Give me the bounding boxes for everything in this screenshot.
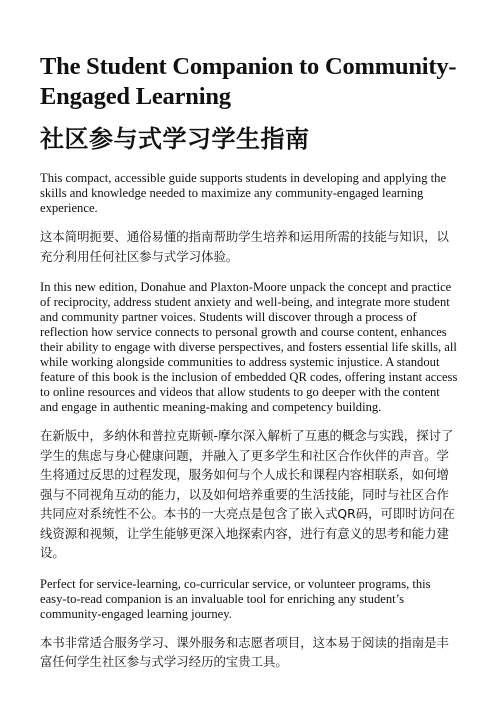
paragraph-en-intro: This compact, accessible guide supports students in developing and applying the skills and knowledge needed to maximize any community-engaged learning experience. (40, 171, 447, 215)
paragraph-zh-audience: 本书非常适合服务学习、课外服务和志愿者项目，这本易于阅读的指南是丰富任何学生社区参与式学习经历的宝贵工具。 (40, 634, 449, 669)
paragraph-en-audience: Perfect for service-learning, co-curricular service, or volunteer programs, this easy-to-read companion is an invaluable tool for enriching any student’s community-engaged learning journey. (40, 576, 431, 621)
title-chinese: 社区参与式学习学生指南 (40, 125, 310, 153)
title-english: The Student Companion to Community-Engaged Learning (40, 53, 457, 110)
paragraph-en-edition: In this new edition, Donahue and Plaxton-Moore unpack the concept and practice of reciprocity, address student anxiety and well-being, and integrate more student and community partner voices. Students will discover through a process of reflection how service connects to personal growth and course content, enhances their ability to engage with diverse perspectives, and fosters essential life skills, all while working alongside communities to address systemic injustice. A standout feature of this book is the inclusion of embedded QR codes, offering instant access to online resources and videos that allow students to go deeper with the content and engage in authentic meaning-making and competency building. (40, 280, 458, 414)
paragraph-zh-intro: 这本简明扼要、通俗易懂的指南帮助学生培养和运用所需的技能与知识，以充分利用任何社区参与式学习体验。 (40, 229, 449, 264)
paragraph-zh-edition: 在新版中，多纳休和普拉克斯顿-摩尔深入解析了互惠的概念与实践，探讨了学生的焦虑与身心健康问题，并融入了更多学生和社区合作伙伴的声音。学生将通过反思的过程发现，服务如何与个人成长和课程内容相联系，如何增强与不同视角互动的能力，以及如何培养重要的生活技能，同时与社区合作共同应对系统性不公。本书的一大亮点是包含了嵌入式QR码，可即时访问在线资源和视频，让学生能够更深入地探索内容，进行有意义的思考和能力建设。 (40, 428, 455, 560)
